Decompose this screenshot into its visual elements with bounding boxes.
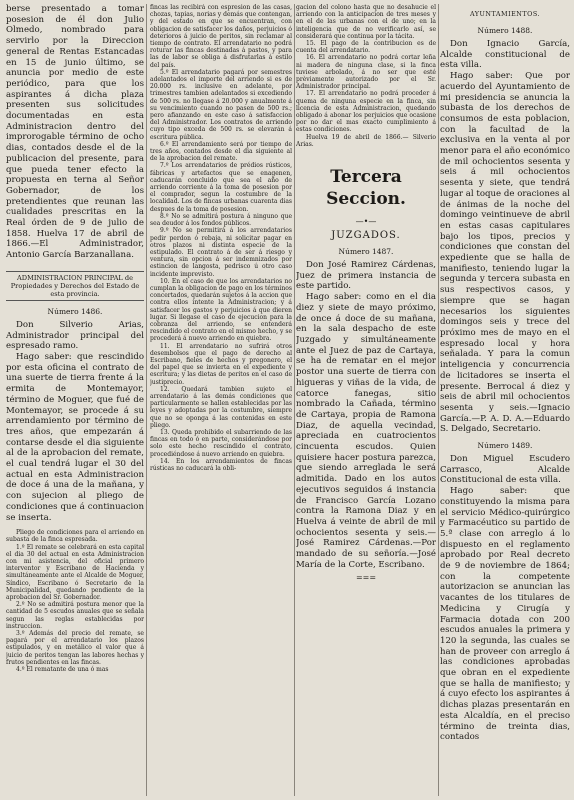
notice-issuer: Don Miguel Escudero Carrasco, Alcalde Constitucional de esta villa. (440, 454, 570, 486)
condition-item: 6.º El arrendamiento será por tiempo de tres años, contados desde el dia siguiente al de la aprobacion del remate. (150, 140, 292, 163)
condition-item: 7.º Los arrendatarios de prédios rústicos, fábricas y artefactos que se enagenen, caducarán concluido que sea el año de arriendo corriente á la toma de posesion por el comprador, segun la costumbre de la localidad. Los de fincas urbanas cuarenta dias despues de la toma de posesion. (150, 162, 292, 213)
condition-item: 2.º No se admitirá postura menor que la cantidad de 5 escudos anuales que se señala segun las reglas establecidas por instruccion. (6, 601, 144, 630)
condition-item: 17. El arrendatario no podrá proceder á quema de ninguna especie en la finca, sin licencia de esta Administracion, quedando obligado á abonar los perjuicios que ocasione por no dar el mas exacto cumplimiento á estas condiciones. (296, 90, 436, 134)
condition-item: 16. El arrendatario no podrá cortar leña ni madera de ninguna clase, si la finca tuviese arbolado, á no ser que esté prèviamente autorizado por el Sr. Administrador principal. (296, 54, 436, 91)
notice-body: Hago saber: como en el dia diez y siete de mayo próximo, de once á doce de su mañana, en la sala despacho de este Juzgado y simultáneamente ante el Juez de paz de Cartaya, se ha de rematar en el mejor postor una suerte de tierra con higueras y viñas de la vida, de catorce fanegas, sitio nombrado la Cañada, término de Cartaya, propia de Ramona Diaz, de aquella vecindad, apreciada en cuatrocientos cincuenta escudos. Quien quisiere hacer postura parezca, que siendo arreglada le será admitida. Dado en los autos ejecutivos seguidos á instancia de Francisco García Lozano contra la Ramona Diaz y en Huelva á veinte de abril de mil ochocientos sesenta y seis.—José Ramirez Cárdenas.—Por mandado de su señoría.—José María de la Corte, Escribano. (296, 292, 436, 570)
condition-item: 13. Queda prohibido el subarriendo de las fincas en todo ó en parte, considerándose por solo este hecho rescindido el contrato, procediéndose á nuevo arriendo en quiebra. (150, 428, 292, 458)
notice-issuer: Don Ignacio García, Alcalde constitucional de esta villa. (440, 39, 570, 71)
condition-item: fincas las recibirá con espresion de las casas, chozas, tapias, norias y demás que contengan, y del estado en que se encuentran, con obligacion de satisfacer los daños, perjuicios ó deterioros á juicio de peritos, sin reclamar al tiempo de contrato. El arrendatario no podrá roturar las fincas destinadas á pastos, y para las de labor se obliga á disfrutarlas á estilo del país. (150, 4, 292, 69)
notice-body: Hago saber: que constituyendo la misma para el servicio Médico-quirúrgico y Farmacéutico su partido de 5.ª clase con arreglo á lo dispuesto en el reglamento aprobado por Real decreto de 9 de noviembre de 1864; con la competente autorizacion se anuncian las vacantes de los titulares de Medicina y Cirugía y Farmacia dotada con 200 escudos anuales la primera y 120 la segunda, las cuales se han de proveer con arreglo á las condiciones aprobadas que obran en el expediente que se halla de manifiesto; y á cuyo efecto los aspirantes á dichas plazas presentarán en esta Alcaldía, en el preciso término de treinta dias, contados (440, 486, 570, 743)
column-2 (150, 4, 292, 796)
divider: —•— (355, 217, 377, 227)
notice-number: Número 1489. (477, 441, 533, 451)
condition-item: 5.º El arrendatario pagará por semestres adelantados el importe del arriendo si es de 20.000 rs. inclusive en adelante, por trimestres tambien adelantados si excediendo de 500 rs. no llegase á 20.000 y anualmente á su vencimiento cuando no pasen de 500 rs.; pero afianzando en este caso á satisfaccion del Administrador. Los contratos de arriendo cuyo tipo exceda de 500 rs. se elevarán á escritura pública. (150, 68, 292, 141)
notice-number: Número 1487. (338, 247, 394, 257)
conditions-title: Pliego de condiciones para el arriendo en subasta de la finca espresada. (6, 529, 144, 544)
column-rule (294, 4, 295, 796)
condition-item: gacion del colono hasta que no desahucie el arriendo con la anticipacion de tres meses y en el de las urbanas con el de uno; en la inteligencia que de no verificarlo así, se considerará que continua por la tácita. (296, 4, 436, 40)
column-3 (296, 4, 436, 796)
tobacco-notice-text: berse presentado a tomar posesion de él don Julio Olmedo, nombrado para servirlo por la Direccion general de Rentas Estancadas en 15 de junio último, se anuncia por medio de este periódico, para que los aspirantes á dicha plaza presenten sus solicitudes documentadas en esta Administracion dentro del improrogable término de ocho dias, contados desde el de la publicacion del presente, para que pueda tener efecto la propuesta en terna al Señor Gobernador, de los pretendientes que reunan las cualidades prescritas en la Real órden de 9 de julio de 1858. Huelva 17 de abril de 1866.—El Administrador, Antonio García Barzanallana. (6, 4, 144, 261)
subsection-title: AYUNTAMIENTOS. (469, 10, 541, 18)
condition-item: 15. El pago de la contribucion es de cuenta del arrendatario. (296, 40, 436, 55)
section-title: Tercera Seccion. (326, 167, 406, 210)
column-4 (440, 4, 570, 796)
condition-item: 12. Quedará tambien sujeto el arrendatario á las demás condiciones que particularmente se hallen establecidas por las leyes y adoptadas por la costumbre, siempre que no se oponga á las contenidas en este pliego. (150, 385, 292, 429)
notice-body: Hago saber: Que por acuerdo del Ayuntamiento de mi presidencia se anuncia la subasta de los derechos de consumos de esta poblacion, con la facultad de la exclusiva en la venta al por menor para el año económico de mil ochocientos sesenta y seis á mil ochocientos sesenta y siete, que tendrá lugar al toque de oraciones al de ánimas de la noche del domingo veintinueve de abril en estas casas capitulares bajo los tipos, precios y condiciones que constan del expediente que se halla de manifiesto, teniendo lugar la segunda y tercera subasta en sus respectivos casos, y siempre que se hagan necesarios los siguientes domingos seis y trece del próximo mes de mayo en el espresado local y hora señalada. Y para la comun inteligencia y concurrencia de licitadores se inserta el presente. Berrocal á diez y seis de abril mil ochocientos sesenta y seis.—Ignacio García.—P. A. D. A.—Eduardo S. Delgado, Secretario. (440, 71, 570, 435)
column-rule (438, 4, 439, 796)
column-1 (6, 4, 144, 796)
subsection-title: JUZGADOS. (331, 230, 401, 242)
condition-item: 1.º El remate se celebrará en esta capital el dia 30 del actual en esta Administracion con mi asistencia, del oficial primero interventor y Escribano de Hacienda y simultáneamente ante el Alcalde de Moguer, Síndico, Escribano ó Secretario de la Municipalidad, quedando pendiente de la aprobacion del Sr. Gobernador. (6, 543, 144, 602)
signoff: Huelva 19 de abril de 1866.— Silverio Arias. (296, 133, 436, 148)
condition-item: 9.º No se permitirá á los arrendatarios pedir perdon ó rebaja, ni solicitar pagar en otros plazos ni distinta especie de la estipulado. El contrato á de ser á riesgo y ventura, sin opcion á ser indemnizados por estincion de langosta, pedrisco ú otro caso incidente imprevisto. (150, 227, 292, 278)
notice-body: Hago saber: que rescindido por esta oficina el contrato de una suerte de tierra frente á la ermita de Montemayor, término de Moguer, que fué de Montemayor, se procede á su arrendamiento por término de tres años, que empezarán á contarse desde el dia siguiente al de la aprobacion del remate, el cual tendrá lugar el 30 del actual en esta Administracion de doce á una de la mañana, y con sujecion al pliego de condiciones que á continuacion se inserta. (6, 351, 144, 523)
section-heading: ADMINISTRACION PRINCIPAL de Propiedades y Derechos del Estado de esta provincia. (6, 271, 144, 301)
column-rule (146, 4, 147, 796)
condition-item: 14. En los arrendamientos de fincas rústicas no caducará la obli- (150, 457, 292, 472)
condition-item: 8.º No se admitirá postura á ninguno que sea deudor á los fondos públicos. (150, 212, 292, 228)
condition-item: 4.º El rematante de una ó mas (16, 666, 109, 674)
condition-item: 10. En el caso de que los arrendatarios no cumplan la obligacion de pago en los términos concertados, quedarán sujetos á la accion que contra ellos intente la Administracion; y á satisfacer los gastos y perjuicios á que dieren lugar. Si llegase el caso de ejecucion para la cobranza del arriendo, se entenderá rescindido el contrato en el mismo hecho, y se procederá á nuevo arriendo en quiebra. (150, 277, 292, 343)
notice-number: Número 1486. (47, 306, 103, 316)
notice-issuer: Don Silverio Arias, Administrador principal del espresado ramo. (6, 319, 144, 352)
divider: === (355, 573, 377, 583)
notice-number: Número 1488. (477, 26, 533, 35)
condition-item: 3.º Además del precio del remate, se pagará por el arrendatario los plazos estipulados, y en metálico el valor que á juicio de peritos tengan las labores hechas y frutos pendientes en las fincas. (6, 630, 144, 666)
condition-item: 11. El arrendatario no sufrirá otros desembolsos que el pago de derecho al Escribano, fieles de hechos y pregonero, el del papel que se invierta en el expediente y escritura; y las dietas de peritos en el caso de justiprecio. (150, 342, 292, 386)
notice-issuer: Don José Ramirez Cárdenas, Juez de primera instancia de este partido. (296, 260, 436, 292)
